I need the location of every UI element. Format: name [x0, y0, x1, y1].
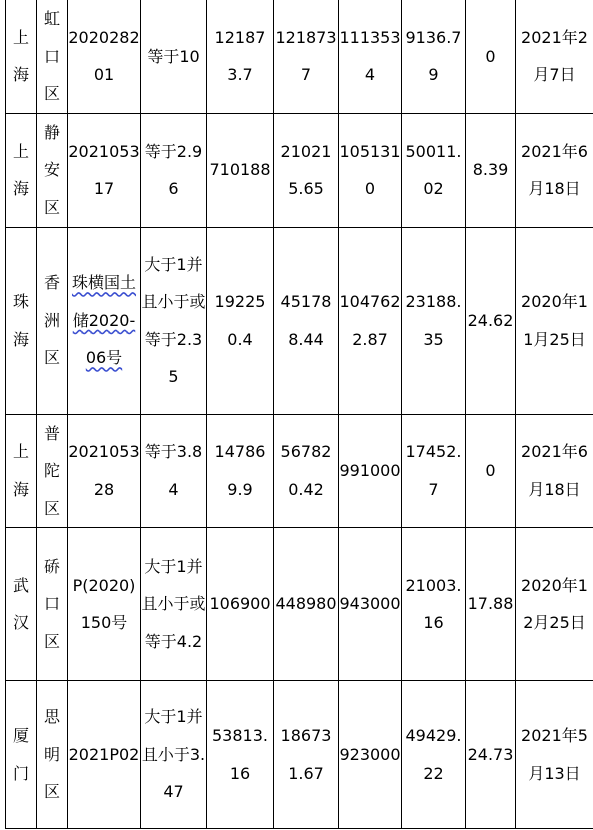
value-cell: 1047622.87 — [339, 227, 402, 414]
value-cell: 24.73 — [466, 681, 516, 829]
district-cell: 思明区 — [37, 681, 68, 829]
table-row — [6, 528, 593, 681]
date-cell: 2021年6月18日 — [516, 414, 593, 528]
value-cell: 710188 — [207, 113, 274, 227]
value-cell: 210215.65 — [274, 113, 339, 227]
plot-number-cell: 202028201 — [68, 0, 141, 113]
district-cell: 香洲区 — [37, 227, 68, 414]
value-cell: 192250.4 — [207, 227, 274, 414]
value-cell: 17452.7 — [402, 414, 466, 528]
plot-number-cell: 202105328 — [68, 414, 141, 528]
value-cell: 0 — [466, 414, 516, 528]
value-cell: 24.62 — [466, 227, 516, 414]
value-cell: 991000 — [339, 414, 402, 528]
district-cell: 普陀区 — [37, 414, 68, 528]
plot-ratio-cell: 等于2.96 — [141, 113, 207, 227]
table-row — [6, 414, 593, 528]
district-cell: 硚口区 — [37, 528, 68, 681]
date-cell: 2021年5月13日 — [516, 681, 593, 829]
value-cell: 21003.16 — [402, 528, 466, 681]
city-cell: 上海 — [6, 414, 37, 528]
district-cell: 虹口区 — [37, 0, 68, 113]
value-cell: 943000 — [339, 528, 402, 681]
value-cell: 1113534 — [339, 0, 402, 113]
table-row — [6, 227, 593, 414]
land-auction-table — [5, 0, 593, 829]
city-cell: 厦门 — [6, 681, 37, 829]
table-row — [6, 681, 593, 829]
value-cell: 9136.79 — [402, 0, 466, 113]
value-cell: 23188.35 — [402, 227, 466, 414]
value-cell: 8.39 — [466, 113, 516, 227]
value-cell: 17.88 — [466, 528, 516, 681]
value-cell: 923000 — [339, 681, 402, 829]
plot-number-cell: 202105317 — [68, 113, 141, 227]
value-cell: 50011.02 — [402, 113, 466, 227]
plot-ratio-cell: 大于1并且小于或等于4.2 — [141, 528, 207, 681]
plot-ratio-cell: 大于1并且小于或等于2.35 — [141, 227, 207, 414]
value-cell: 49429.22 — [402, 681, 466, 829]
value-cell: 1051310 — [339, 113, 402, 227]
plot-number-cell — [68, 227, 141, 414]
plot-number-cell: 2021P02 — [68, 681, 141, 829]
value-cell: 147869.9 — [207, 414, 274, 528]
city-cell: 武汉 — [6, 528, 37, 681]
city-cell: 上海 — [6, 113, 37, 227]
plot-number-cell: P(2020)150号 — [68, 528, 141, 681]
city-cell: 上海 — [6, 0, 37, 113]
value-cell: 567820.42 — [274, 414, 339, 528]
value-cell: 1218737 — [274, 0, 339, 113]
date-cell: 2020年11月25日 — [516, 227, 593, 414]
table-row — [6, 0, 593, 113]
date-cell: 2021年6月18日 — [516, 113, 593, 227]
date-cell: 2020年12月25日 — [516, 528, 593, 681]
value-cell: 448980 — [274, 528, 339, 681]
value-cell: 53813.16 — [207, 681, 274, 829]
date-cell: 2021年2月7日 — [516, 0, 593, 113]
value-cell: 451788.44 — [274, 227, 339, 414]
table-row — [6, 113, 593, 227]
value-cell: 0 — [466, 0, 516, 113]
district-cell: 静安区 — [37, 113, 68, 227]
value-cell: 121873.7 — [207, 0, 274, 113]
value-cell: 186731.67 — [274, 681, 339, 829]
value-cell: 106900 — [207, 528, 274, 681]
plot-ratio-cell: 等于3.84 — [141, 414, 207, 528]
plot-ratio-cell: 等于10 — [141, 0, 207, 113]
city-cell: 珠海 — [6, 227, 37, 414]
plot-number-text: 珠横国土储2020-06号 — [71, 273, 136, 368]
plot-ratio-cell: 大于1并且小于3.47 — [141, 681, 207, 829]
